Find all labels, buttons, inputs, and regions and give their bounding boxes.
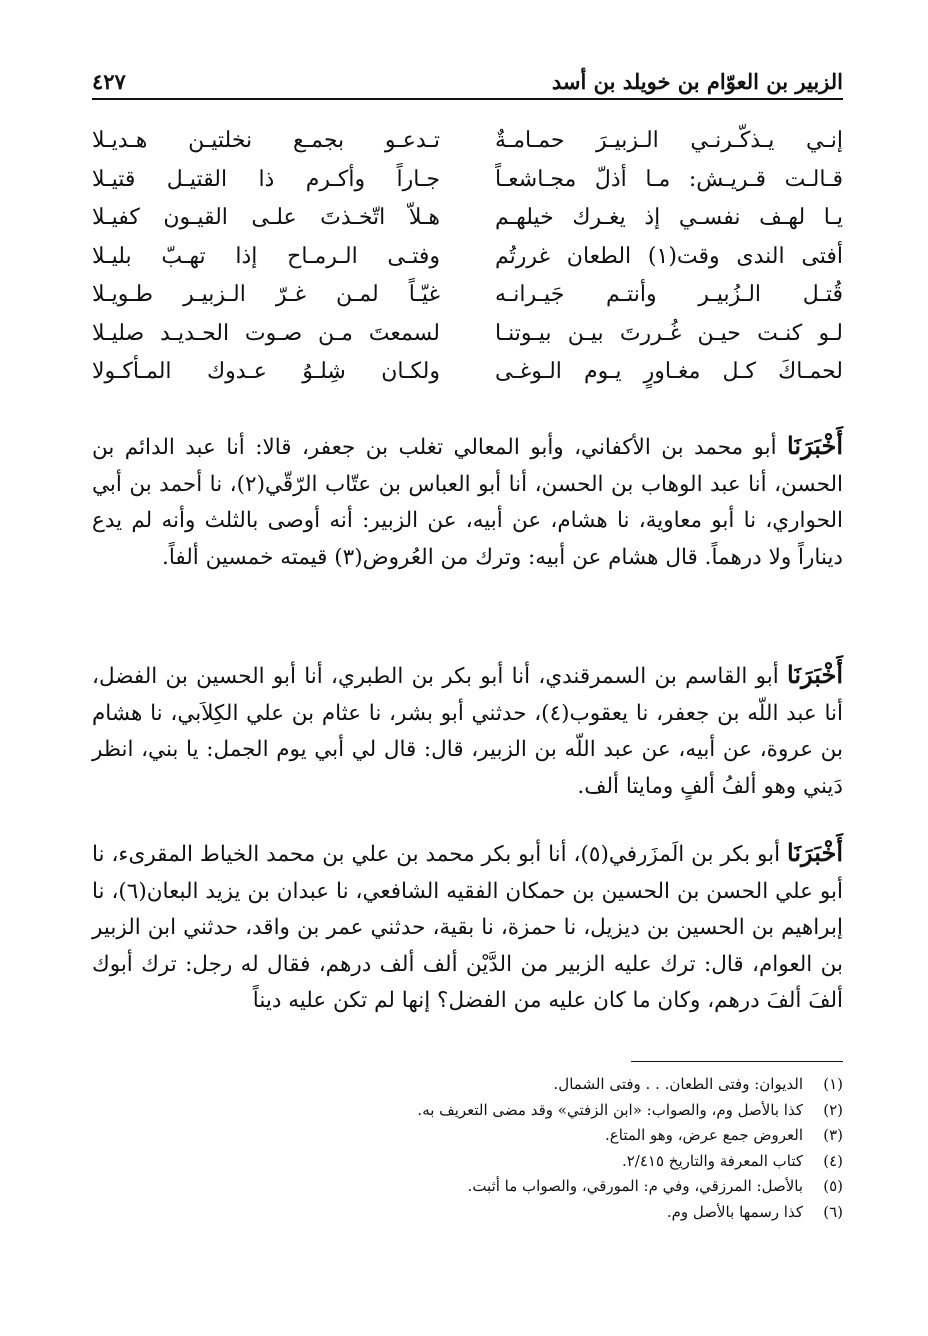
footnote-number: (١) <box>823 1075 843 1093</box>
verse-first-hemistich: لـو كنـت حيـن غُـررتَ بيـن بيـوتنـا <box>495 320 843 346</box>
footnote-text: بالأصل: المرزقي، وفي م: المورقي، والصواب ما أثبت. <box>467 1177 803 1195</box>
running-header <box>92 62 843 94</box>
page-number: ٤٢٧ <box>92 69 126 94</box>
paragraph-lead-word: أَخْبَرَنَا <box>787 431 843 460</box>
verse-second-hemistich: غيّـاً لمـن غـرّ الـزبيـر طـويـلا <box>92 282 440 308</box>
verse-first-hemistich: لحمـاكَ كـل مغـاورٍ يـوم الـوغـى <box>495 359 843 385</box>
verse-first-hemistich: قُتـل الـزُبيـر وأنتـم جَيـرانـه <box>495 282 843 308</box>
footnote-number: (٤) <box>823 1151 843 1170</box>
paragraph-lead-word: أَخْبَرَنَا <box>787 838 843 867</box>
footnote-number: (٣) <box>823 1126 843 1144</box>
verse-first-hemistich: قـالـت قـريـش: مـا أذلّ مجـاشعـاً <box>495 166 843 192</box>
verse-second-hemistich: لسمعتَ مـن صـوت الحـديـد صليـلا <box>92 320 440 346</box>
footnote <box>92 1072 843 1098</box>
footnote-text: كتاب المعرفة والتاريخ ٢/٤١٥. <box>621 1151 803 1170</box>
footnotes <box>92 1072 843 1225</box>
poem <box>92 122 843 392</box>
poem-verse <box>92 199 843 238</box>
paragraph-text: أبو محمد بن الأكفاني، وأبو المعالي تغلب بن جعفر، قالا: أنا عبد الدائم بن الحسن، أنا عبد الوهاب بن الحسن، أنا أبو العباس بن عتّاب الرّقّي(٢)، نا أحمد بن أبي الحواري، نا أبو معاوية، نا هشام، عن أبيه، عن الزبير: أنه أوصى بالثلث وأنه لم يدع ديناراً ولا درهماً. قال هشام عن أبيه: وترك من العُروض(٣) قيمته خمسين ألفاً. <box>92 435 844 570</box>
poem-verse <box>92 315 843 354</box>
verse-second-hemistich: وفتـى الـرمـاح إذا تهـبّ بليـلا <box>92 243 440 269</box>
poem-verse <box>92 122 843 161</box>
footnote-number: (٢) <box>823 1100 843 1119</box>
footnote-separator <box>631 1061 843 1062</box>
paragraph <box>92 835 843 1020</box>
verse-second-hemistich: تـدعـو بجمـع نخلتيـن هـديـلا <box>92 128 440 154</box>
footnote-text: العروض جمع عرض، وهو المتاع. <box>605 1126 803 1144</box>
footnote-text: كذا بالأصل وم، والصواب: «ابن الزفتي» وقد مضى التعريف به. <box>417 1100 803 1119</box>
verse-second-hemistich: ولكـان شِلـوُ عـدوك المـأكـولا <box>92 359 440 385</box>
footnote-text: الديوان: وفتى الطعان. . . وفتى الشمال. <box>553 1075 803 1093</box>
footnote-number: (٦) <box>823 1202 843 1221</box>
poem-verse <box>92 353 843 392</box>
poem-verse <box>92 238 843 277</box>
paragraph-text: أبو القاسم بن السمرقندي، أنا أبو بكر بن الطبري، أنا أبو الحسين بن الفضل، أنا عبد اللّه بن جعفر، نا يعقوب(٤)، حدثني أبو بشر، نا عثام بن علي الكِلاَبي، نا هشام بن عروة، عن أبيه، عن عبد اللّه بن الزبير، قال: قال لي أبي يوم الجمل: يا بني، انظر دَيني وهو ألفُ ألفٍ ومايتا ألف. <box>92 664 843 799</box>
footnote-number: (٥) <box>823 1177 843 1195</box>
verse-second-hemistich: جـاراً وأكـرم ذا القتيـل قتيـلا <box>92 166 440 192</box>
paragraph <box>92 657 843 805</box>
footnote-text: كذا رسمها بالأصل وم. <box>666 1202 803 1221</box>
paragraph-lead-word: أَخْبَرَنَا <box>787 660 843 689</box>
poem-verse <box>92 161 843 200</box>
footnote <box>92 1098 843 1124</box>
paragraph <box>92 428 843 576</box>
poem-verse <box>92 276 843 315</box>
verse-first-hemistich: يـا لهـف نفسـي إذ يغـرك خيلهـم <box>495 205 843 231</box>
footnote <box>92 1200 843 1226</box>
footnote <box>92 1123 843 1149</box>
header-title: الزبير بن العوّام بن خويلد بن أسد <box>551 69 843 94</box>
verse-first-hemistich: أفتى الندى وقت(١) الطعان غررتُم <box>495 243 843 269</box>
header-rule <box>92 98 843 100</box>
verse-second-hemistich: هـلاّ اتّخـذتَ علـى القيـون كفيـلا <box>92 205 440 231</box>
footnote <box>92 1149 843 1175</box>
footnote <box>92 1174 843 1200</box>
paragraph-text: أبو بكر بن الَمزَرفي(٥)، أنا أبو بكر محمد بن علي بن محمد الخياط المقرىء، نا أبو علي الحسن بن الحسين بن حمكان الفقيه الشافعي، نا عبدان بن يزيد البعان(٦)، نا إبراهيم بن الحسين بن ديزيل، نا حمزة، نا بقية، حدثني عمر بن واقد، حدثني ابن الزبير بن العوام، قال: ترك عليه الزبير من الدَّيْن ألف ألف درهم، فقال له رجل: ترك أبوك ألفَ ألفَ درهم، وكان ما كان عليه من الفضل؟ إنها لم تكن عليه ديناً <box>92 842 843 1013</box>
verse-first-hemistich: إنـي يـذكّـرنـي الـزبيـرَ حمـامـةٌ <box>495 128 843 154</box>
